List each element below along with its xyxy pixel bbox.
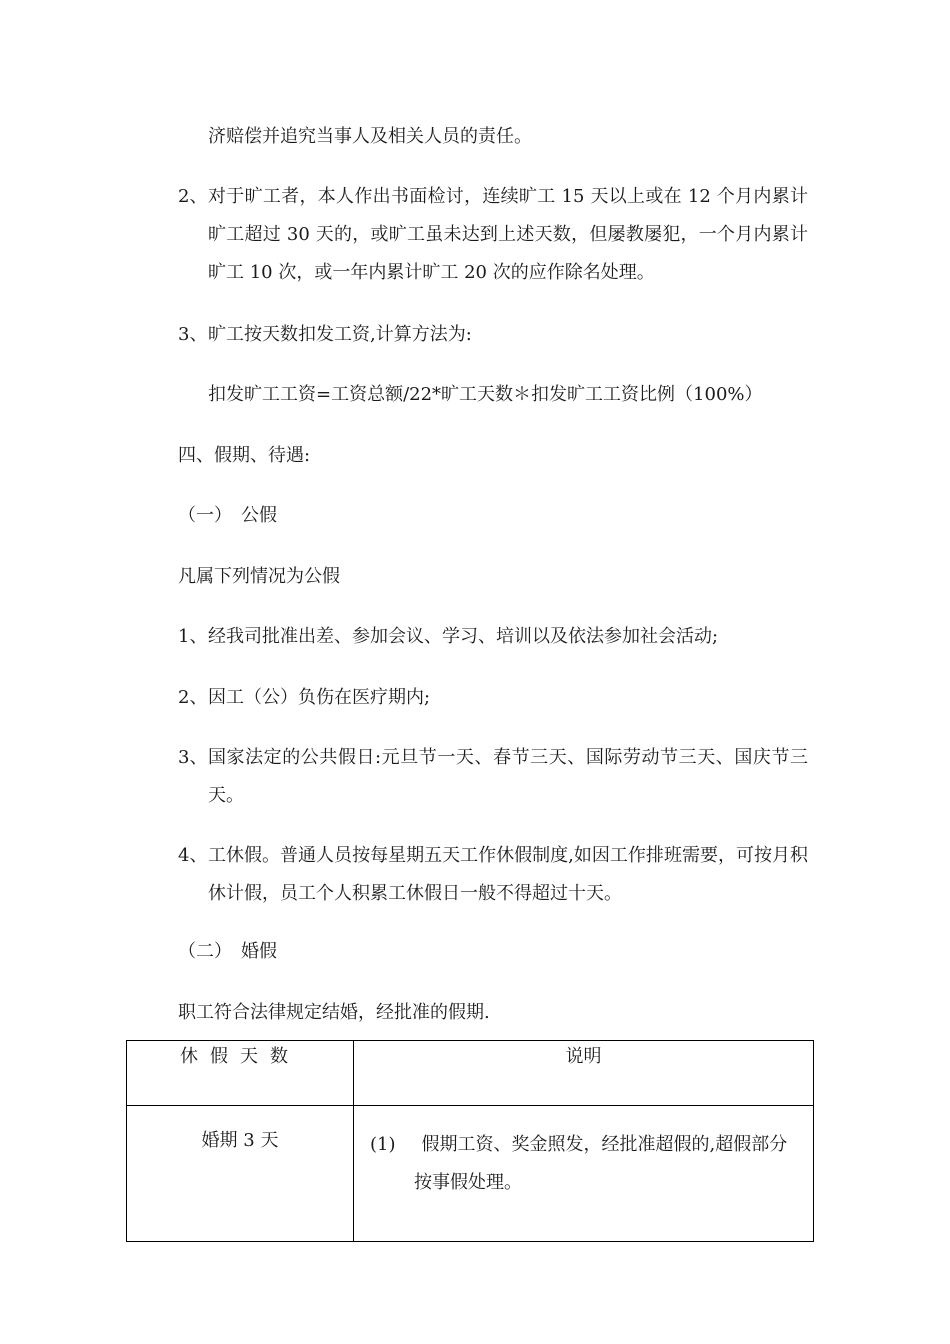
table-header-row: [127, 1041, 814, 1106]
leave-table: [126, 1040, 814, 1242]
list-number: 1、: [178, 626, 208, 647]
description-text-block: [370, 1126, 805, 1202]
column-header-days: 休假天数: [127, 1041, 354, 1106]
paragraph-intro: 职工符合法律规定结婚，经批准的假期.: [178, 1002, 490, 1023]
list-number: 3、: [178, 747, 208, 768]
list-number: 2、: [178, 186, 208, 207]
description-number: (1): [370, 1134, 396, 1155]
list-number: 2、: [178, 687, 208, 708]
list-number: 3、: [178, 324, 208, 345]
salary-formula: 扣发旷工工资=工资总额/22*旷工天数＊扣发旷工工资比例（100%）: [208, 384, 763, 405]
list-text: 国家法定的公共假日:元旦节一天、春节三天、国际劳动节三天、国庆节三天。: [208, 747, 808, 806]
cell-description: [354, 1106, 814, 1242]
cell-days: 婚期 3 天: [127, 1106, 354, 1242]
column-header-description: 说明: [354, 1041, 814, 1106]
paragraph-continuation: 济赔偿并追究当事人及相关人员的责任。: [208, 126, 532, 147]
section-heading: 四、假期、待遇:: [178, 445, 311, 466]
paragraph-intro: 凡属下列情况为公假: [178, 566, 340, 587]
list-text: 经我司批准出差、参加会议、学习、培训以及依法参加社会活动;: [208, 626, 719, 647]
list-text: 旷工按天数扣发工资,计算方法为:: [208, 324, 472, 345]
list-text: 工休假。普通人员按每星期五天工作休假制度,如因工作排班需要，可按月积休计假，员工个人积累工休假日一般不得超过十天。: [208, 845, 808, 904]
list-text: 对于旷工者，本人作出书面检讨，连续旷工 15 天以上或在 12 个月内累计旷工超过 30 天的，或旷工虽未达到上述天数，但屡教屡犯，一个月内累计旷工 10 次，或一年内累计旷工 20 次的应作除名处理。: [208, 186, 808, 283]
subsection-heading-marriage-leave: （二） 婚假: [178, 941, 277, 962]
subsection-heading-public-leave: （一） 公假: [178, 505, 277, 526]
description-text: 假期工资、奖金照发，经批准超假的,超假部分按事假处理。: [414, 1134, 788, 1193]
table-row: [127, 1106, 814, 1242]
list-number: 4、: [178, 845, 208, 866]
list-text: 因工（公）负伤在医疗期内;: [208, 687, 431, 708]
